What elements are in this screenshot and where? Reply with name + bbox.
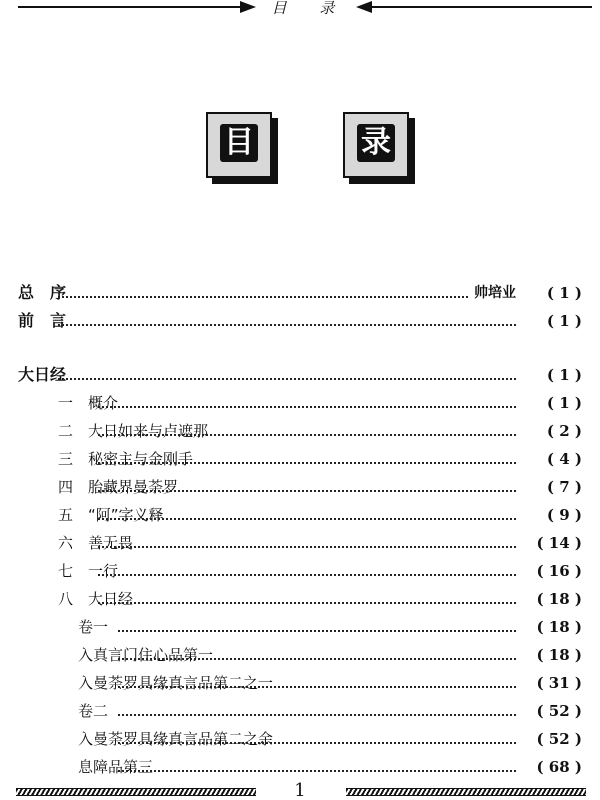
toc-entry-page: ( 7 ) — [518, 474, 582, 500]
running-header — [0, 0, 600, 20]
toc-entry-title: 卷一 — [78, 614, 112, 640]
toc-entry — [0, 280, 600, 306]
header-rule-right — [370, 6, 592, 8]
toc-entry-title: 二 大日如来与卢遮那 — [58, 418, 212, 444]
toc-dot-leader — [118, 630, 516, 632]
toc-entry — [0, 530, 600, 556]
toc-dot-leader — [58, 324, 516, 326]
toc-entry — [0, 558, 600, 584]
toc-entry-page: ( 1 ) — [518, 308, 582, 334]
toc-entry — [0, 726, 600, 752]
toc-entry — [0, 446, 600, 472]
toc-entry-title: 息障品第三 — [78, 754, 157, 780]
title-box-left — [206, 112, 272, 178]
toc-entry-page: ( 18 ) — [518, 586, 582, 612]
toc-entry-title: 五 “阿”字义释 — [58, 502, 168, 528]
toc-dot-leader — [118, 658, 516, 660]
toc-entry-page: ( 16 ) — [518, 558, 582, 584]
toc-dot-leader — [118, 686, 516, 688]
toc-entry-page: ( 14 ) — [518, 530, 582, 556]
toc-entry-page: ( 18 ) — [518, 614, 582, 640]
toc-dot-leader — [98, 518, 516, 520]
toc-entry-title: 卷二 — [78, 698, 112, 724]
toc-entry — [0, 670, 600, 696]
toc-entry-page: ( 68 ) — [518, 754, 582, 780]
toc-entry — [0, 418, 600, 444]
toc-entry — [0, 502, 600, 528]
toc-entry — [0, 586, 600, 612]
toc-entry-page: ( 2 ) — [518, 418, 582, 444]
toc-entry-page: ( 4 ) — [518, 446, 582, 472]
toc-entry-page: ( 52 ) — [518, 698, 582, 724]
toc-entry-title: 入曼荼罗具缘真言品第二之余 — [78, 726, 277, 752]
toc-entry-page: ( 31 ) — [518, 670, 582, 696]
toc-dot-leader — [98, 406, 516, 408]
toc-dot-leader — [98, 434, 516, 436]
toc-entry-title: 四 胎藏界曼荼罗 — [58, 474, 182, 500]
toc-entry — [0, 698, 600, 724]
toc-entry-page: ( 9 ) — [518, 502, 582, 528]
header-rule-left — [18, 6, 244, 8]
header-title: 目 录 — [271, 0, 349, 17]
toc-entry-title: 大日经 — [18, 362, 70, 388]
toc-dot-leader — [98, 602, 516, 604]
toc-entry — [0, 642, 600, 668]
page-title — [0, 112, 600, 192]
toc-dot-leader — [98, 574, 516, 576]
toc-dot-leader — [58, 296, 516, 298]
toc-entry — [0, 362, 600, 388]
toc-entry-page: ( 52 ) — [518, 726, 582, 752]
toc-entry — [0, 614, 600, 640]
toc-entry-title: 入真言门住心品第一 — [78, 642, 217, 668]
toc-entry-title: 前 言 — [18, 308, 70, 334]
toc-entry-title: 八 大日经 — [58, 586, 137, 612]
toc-entry — [0, 474, 600, 500]
toc-dot-leader — [118, 742, 516, 744]
toc-entry-author: 帅培业 — [470, 280, 516, 306]
page-number: 1 — [294, 780, 306, 800]
toc-entry — [0, 390, 600, 416]
toc-dot-leader — [98, 462, 516, 464]
page-footer — [0, 782, 600, 800]
footer-rule-left — [16, 788, 256, 796]
toc-dot-leader — [98, 490, 516, 492]
toc-entry-title: 六 善无畏 — [58, 530, 137, 556]
toc-entry — [0, 308, 600, 334]
toc-dot-leader — [98, 546, 516, 548]
toc-entry-title: 七 一行 — [58, 558, 122, 584]
toc-entry-page: ( 1 ) — [518, 362, 582, 388]
right-arrow-icon — [240, 1, 256, 13]
toc-entry-title: 总 序 — [18, 280, 70, 306]
toc-entry-page: ( 1 ) — [518, 280, 582, 306]
toc-entry — [0, 754, 600, 780]
footer-rule-right — [346, 788, 586, 796]
title-char-2: 录 — [357, 124, 395, 162]
toc-entry-page: ( 1 ) — [518, 390, 582, 416]
toc-entry-title: 一 概介 — [58, 390, 122, 416]
toc-entry-title: 三 秘密主与金刚手 — [58, 446, 197, 472]
title-char-1: 目 — [220, 124, 258, 162]
toc-entry-page: ( 18 ) — [518, 642, 582, 668]
toc-dot-leader — [118, 770, 516, 772]
toc-entry-title: 入曼荼罗具缘真言品第二之一 — [78, 670, 277, 696]
title-box-right — [343, 112, 409, 178]
toc-dot-leader — [58, 378, 516, 380]
toc-dot-leader — [118, 714, 516, 716]
